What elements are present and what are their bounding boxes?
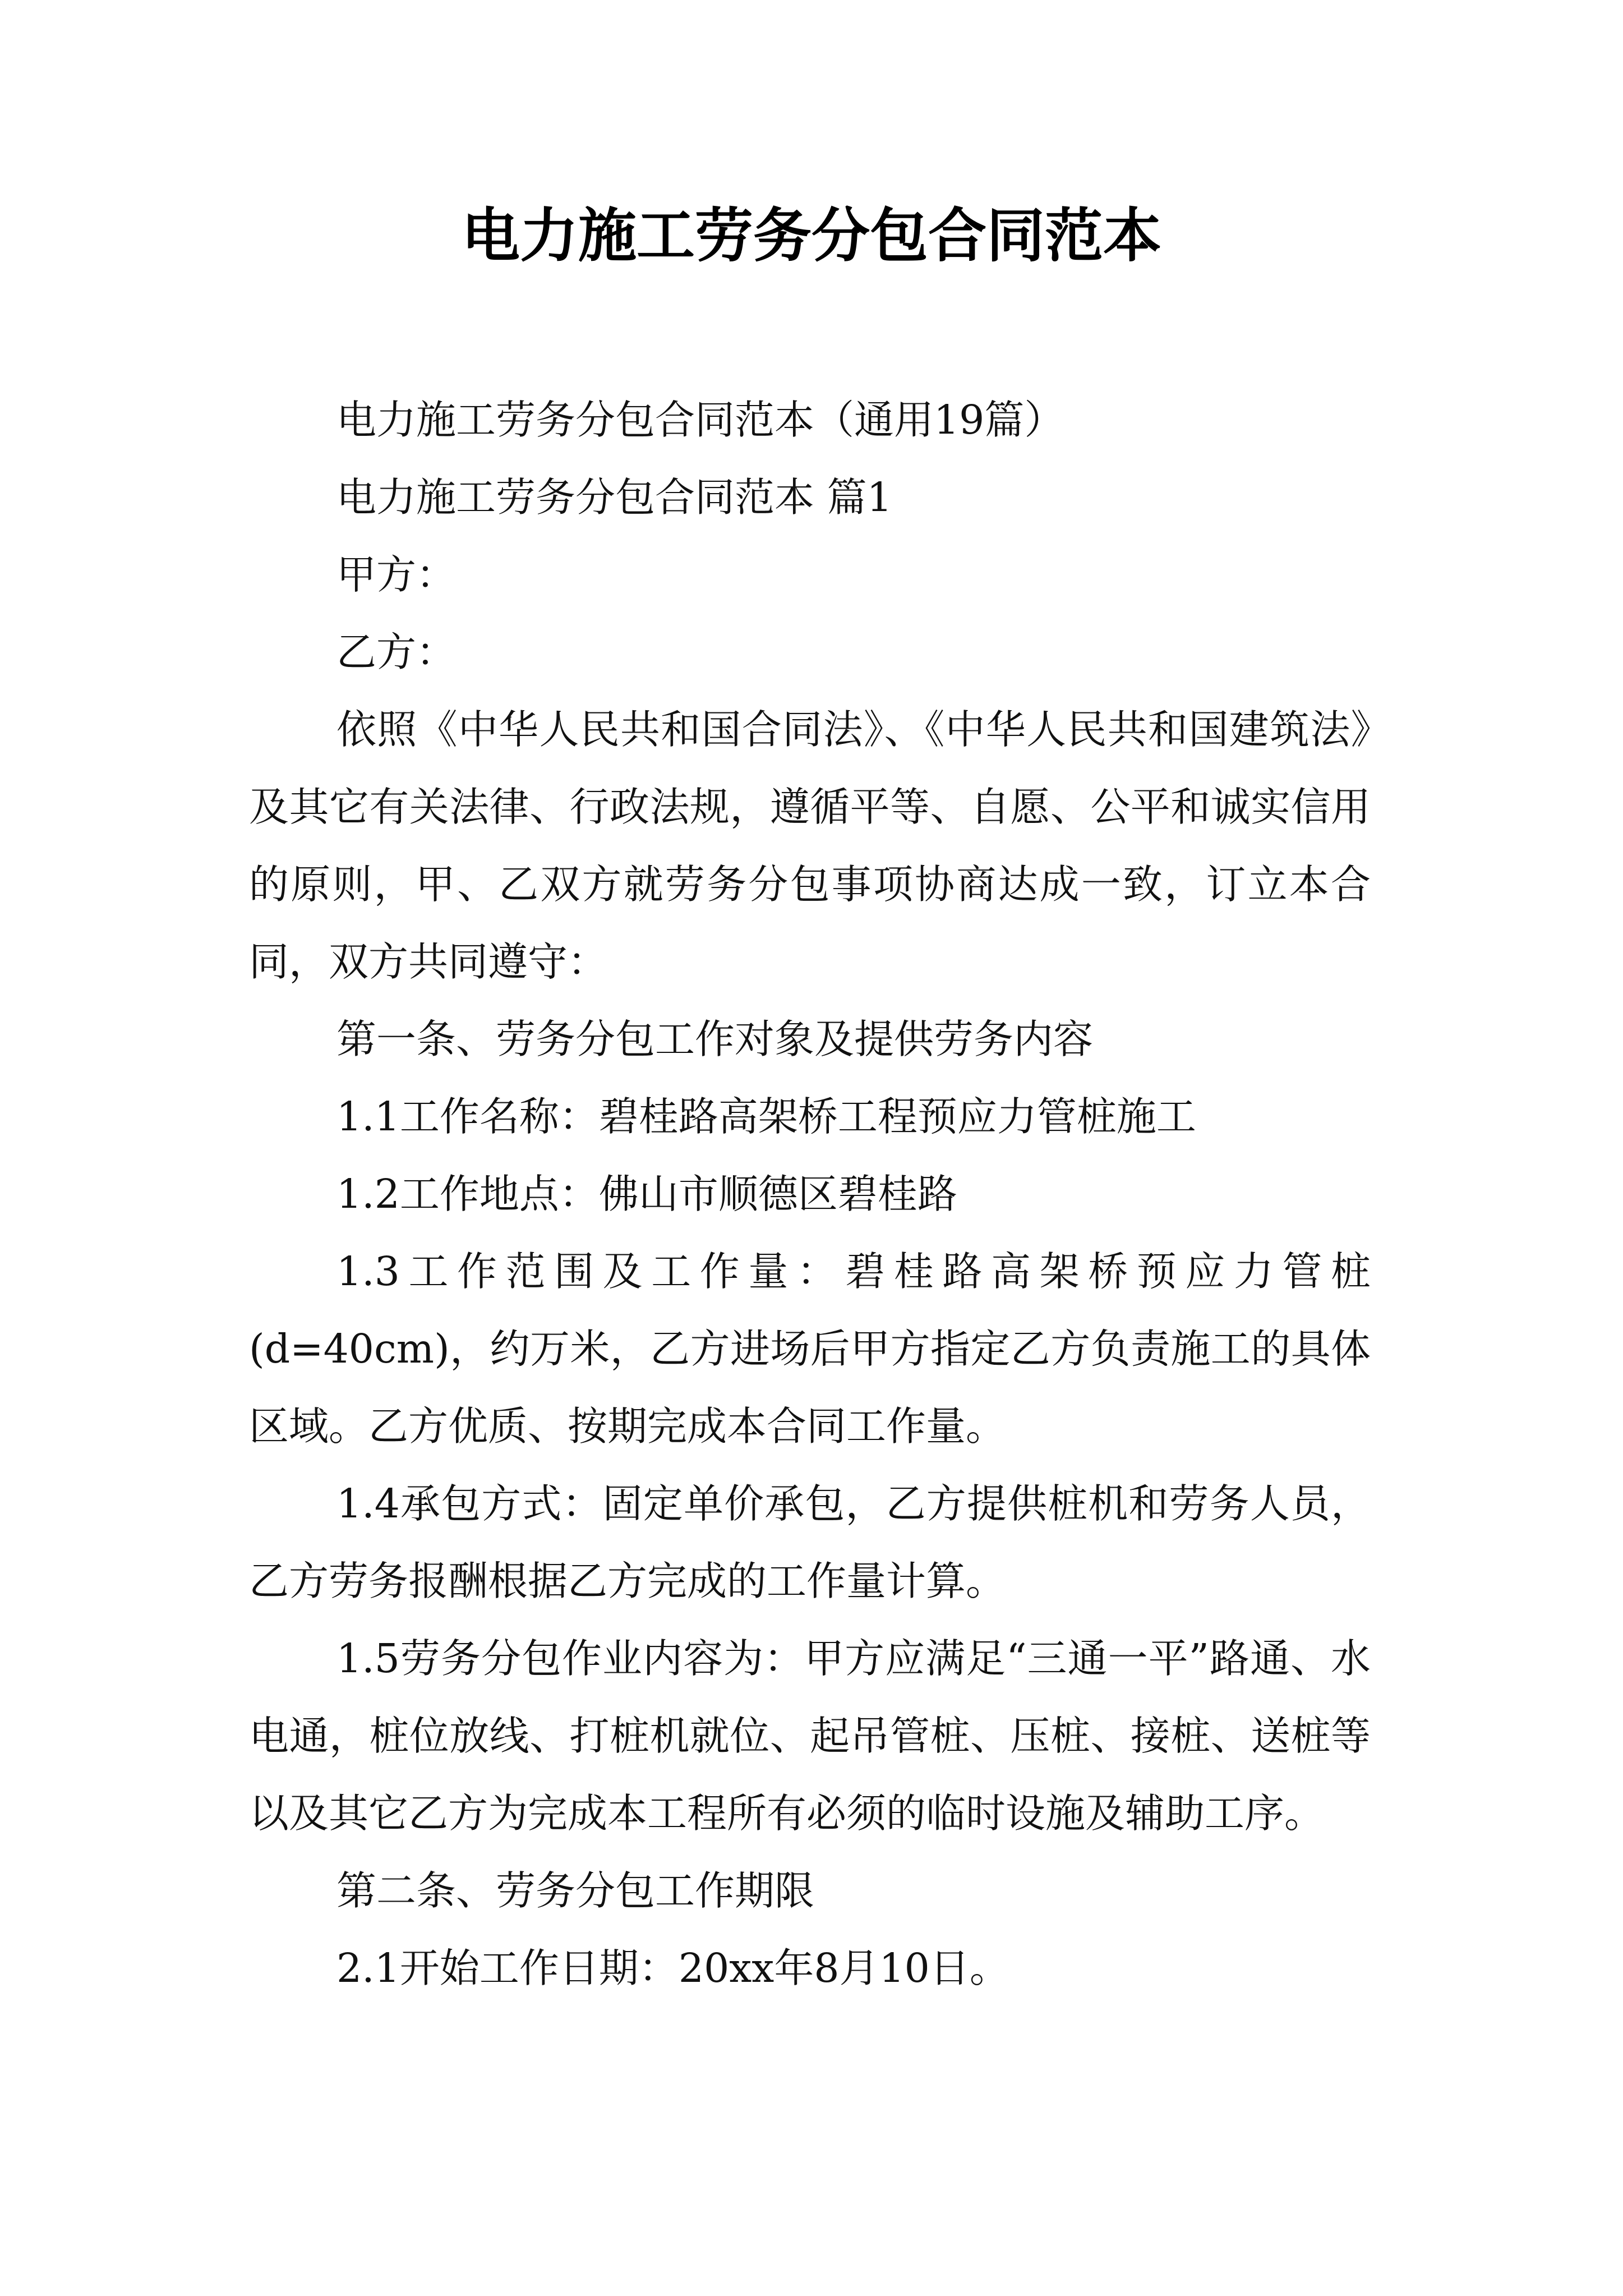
clause-2-1: 2.1开始工作日期：20xx年8月10日。 xyxy=(336,1945,1009,1991)
clause-1-2: 1.2工作地点：佛山市顺德区碧桂路 xyxy=(336,1171,957,1217)
document-title: 电力施工劳务分包合同范本 xyxy=(461,201,1161,270)
party-b-line: 乙方： xyxy=(336,629,457,675)
party-a-line: 甲方： xyxy=(336,551,457,598)
clause-1-4: 1.4承包方式：固定单价承包，乙方提供桩机和劳务人员，乙方劳务报酬根据乙方完成的工作量计算。 xyxy=(249,1480,1371,1604)
clause-1-1: 1.1工作名称：碧桂路高架桥工程预应力管桩施工 xyxy=(336,1093,1196,1140)
document-body xyxy=(249,381,1371,2007)
clause-1-5: 1.5劳务分包作业内容为：甲方应满足“三通一平”路通、水电通，桩位放线、打桩机就位、起吊管桩、压桩、接桩、送桩等以及其它乙方为完成本工程所有必须的临时设施及辅助工序。 xyxy=(249,1635,1371,1837)
clause-1-3: 1.3工作范围及工作量：碧桂路高架桥预应力管桩(d=40cm)，约万米，乙方进场后甲方指定乙方负责施工的具体区域。乙方优质、按期完成本合同工作量。 xyxy=(249,1248,1371,1450)
section-heading: 电力施工劳务分包合同范本 篇1 xyxy=(336,474,892,521)
subtitle-line: 电力施工劳务分包合同范本（通用19篇） xyxy=(336,397,1064,443)
article-2-heading: 第二条、劳务分包工作期限 xyxy=(336,1867,815,1914)
article-1-heading: 第一条、劳务分包工作对象及提供劳务内容 xyxy=(336,1016,1094,1062)
preamble-paragraph: 依照《中华人民共和国合同法》、《中华人民共和国建筑法》及其它有关法律、行政法规，遵循平等、自愿、公平和诚实信用的原则，甲、乙双方就劳务分包事项协商达成一致，订立本合同，双方共同遵守： xyxy=(249,706,1371,985)
